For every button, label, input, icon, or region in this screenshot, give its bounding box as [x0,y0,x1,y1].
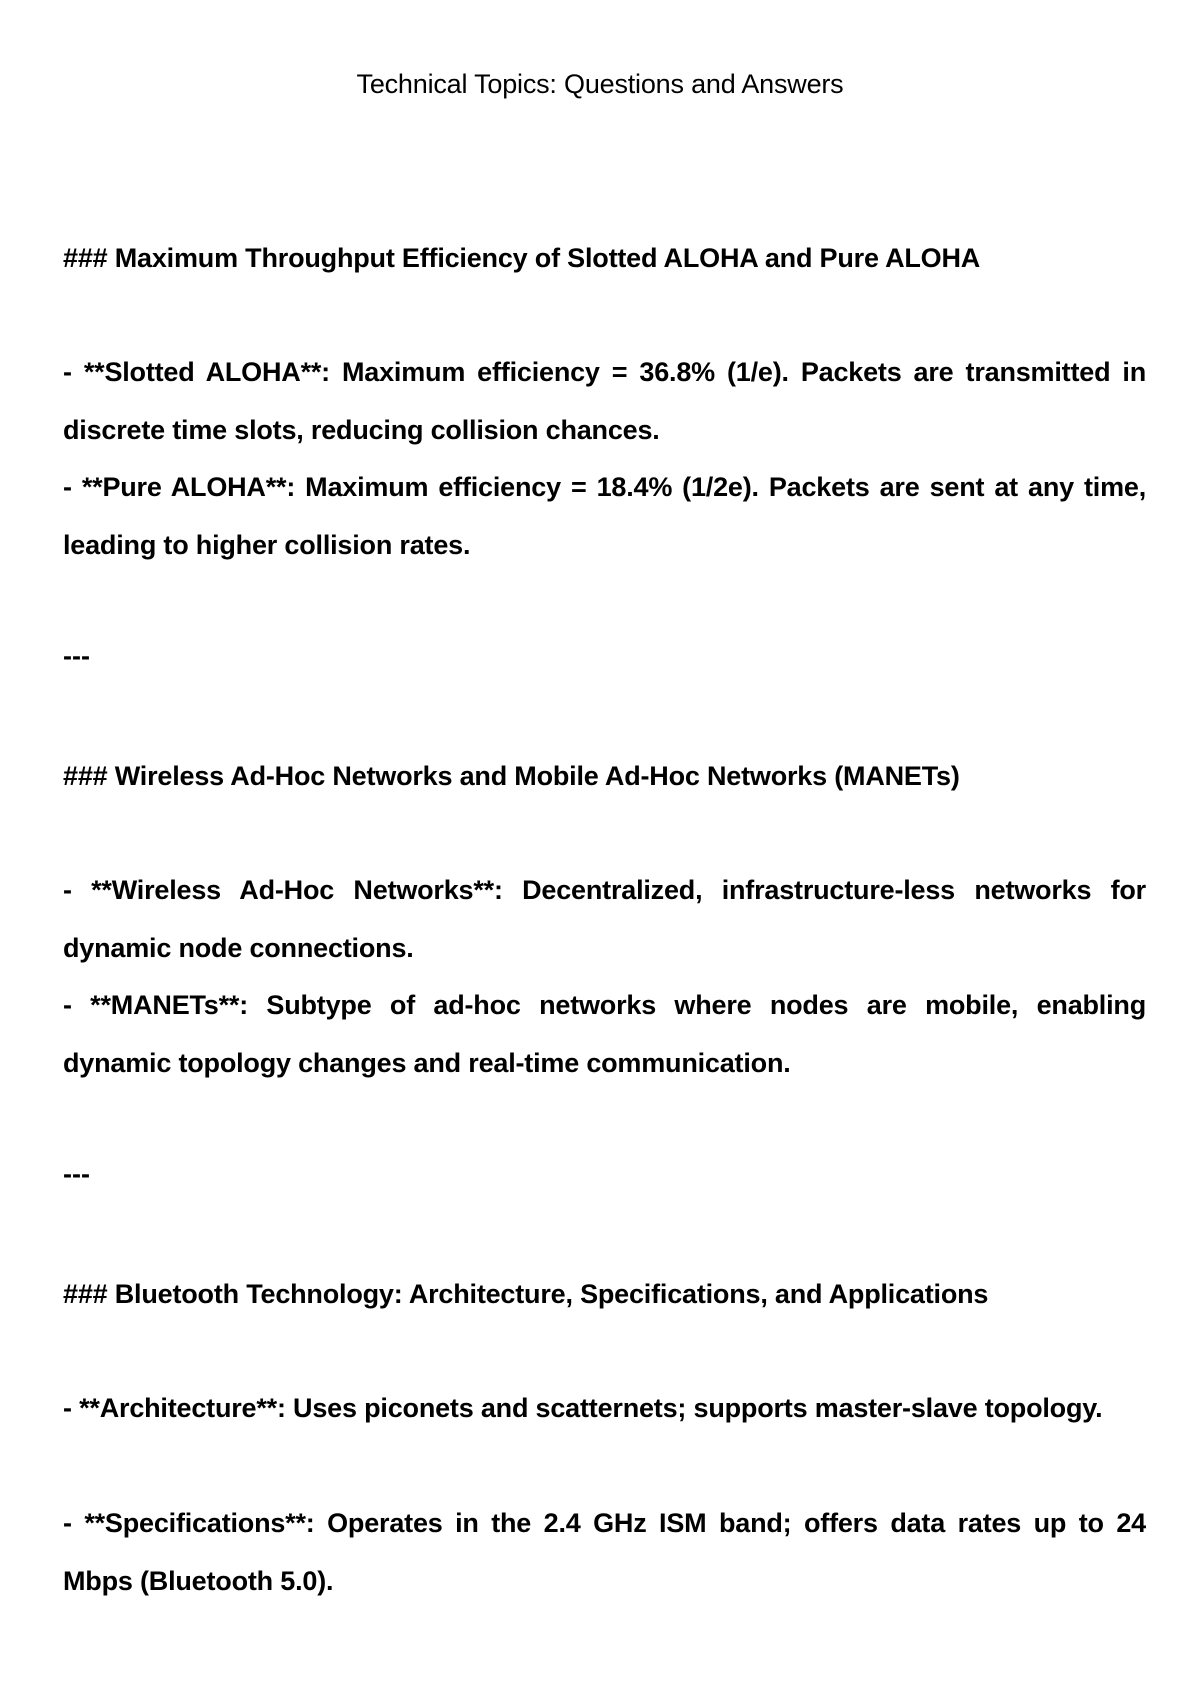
section-heading-bluetooth: ### Bluetooth Technology: Architecture, Specifications, and Applications [63,1279,989,1309]
list-item-specifications: - **Specifications**: Operates in the 2.4 GHz ISM band; offers data rates up to 24 Mbps (Bluetooth 5.0). [63,1508,1146,1596]
list-item-slotted-aloha: - **Slotted ALOHA**: Maximum efficiency = 36.8% (1/e). Packets are transmitted in discrete time slots, reducing collision chances. [63,357,1146,445]
section-heading-aloha: ### Maximum Throughput Efficiency of Slotted ALOHA and Pure ALOHA [63,243,981,273]
section-heading-manets: ### Wireless Ad-Hoc Networks and Mobile Ad-Hoc Networks (MANETs) [63,761,960,791]
section-separator: --- [63,1159,90,1189]
list-item-wireless-adhoc: - **Wireless Ad-Hoc Networks**: Decentralized, infrastructure-less networks for dynamic node connections. [63,875,1146,963]
section-separator: --- [63,641,90,671]
list-item-architecture: - **Architecture**: Uses piconets and scatternets; supports master-slave topology. [63,1393,1103,1423]
list-item-manets: - **MANETs**: Subtype of ad-hoc networks where nodes are mobile, enabling dynamic topology changes and real-time communication. [63,990,1146,1078]
document-title: Technical Topics: Questions and Answers [356,69,844,99]
list-item-pure-aloha: - **Pure ALOHA**: Maximum efficiency = 18.4% (1/2e). Packets are sent at any time, leading to higher collision rates. [63,472,1146,560]
